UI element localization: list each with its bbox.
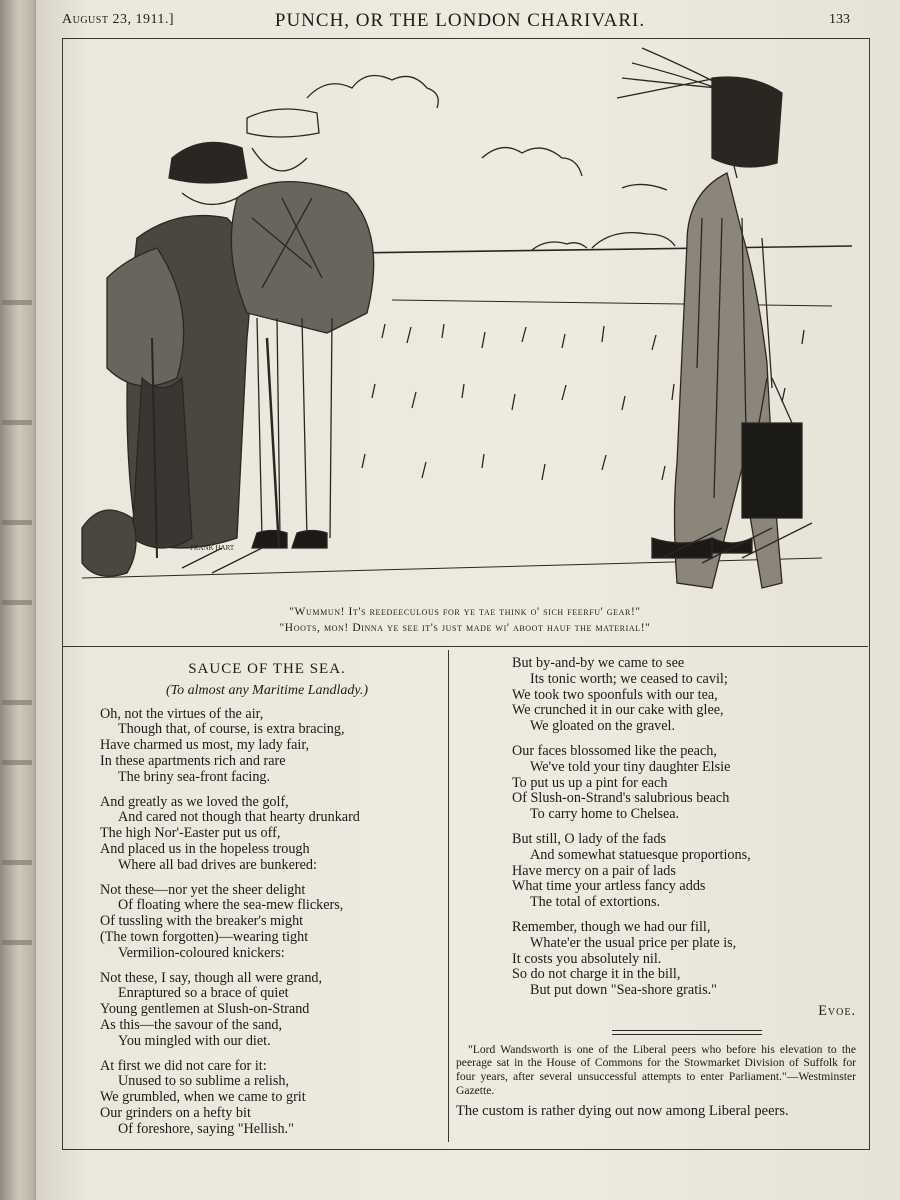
poem-line: The total of extortions. xyxy=(530,894,661,911)
artist-signature: FRANK HART xyxy=(190,544,235,552)
poem-line: And somewhat statuesque proportions, xyxy=(530,846,751,863)
left-stanza xyxy=(100,883,440,962)
section-divider xyxy=(62,646,868,647)
poem-line: Though that, of course, is extra bracing, xyxy=(118,721,345,738)
poem-title: SAUCE OF THE SEA. xyxy=(188,661,346,677)
poem-line: And placed us in the hopeless trough xyxy=(100,840,310,857)
right-stanza xyxy=(512,920,862,999)
poem-line: Remember, though we had our fill, xyxy=(512,918,711,935)
poem-line: We grumbled, when we came to grit xyxy=(100,1089,306,1106)
poem-right-column xyxy=(456,655,862,1120)
poem-line: We gloated on the gravel. xyxy=(530,718,676,735)
poem-line: We took two spoonfuls with our tea, xyxy=(512,686,718,703)
poem-line: We crunched it in our cake with glee, xyxy=(512,702,724,719)
poem-line: And cared not though that hearty drunkard xyxy=(118,809,360,826)
left-stanza xyxy=(100,795,440,874)
left-stanza xyxy=(100,971,440,1050)
cartoon-caption-line-2: "Hoots, mon! Dinna ye see it's just made wi' aboot hauf the material!" xyxy=(279,622,651,634)
poem-line: Where all bad drives are bunkered: xyxy=(118,856,317,873)
left-stanza xyxy=(100,707,440,786)
poem-line: Not these—nor yet the sheer delight xyxy=(100,881,306,898)
right-stanza xyxy=(512,656,862,735)
poem-line: What time your artless fancy adds xyxy=(512,878,706,895)
poem-line: Our faces blossomed like the peach, xyxy=(512,742,717,759)
cartoon-caption-line-1: "Wummun! It's reedeeculous for ye tae think o' sich feerfu' gear!" xyxy=(289,606,641,618)
poem-line: It costs you absolutely nil. xyxy=(512,950,662,967)
poem-line: But put down "Sea-shore gratis." xyxy=(530,982,717,999)
magazine-title: PUNCH, OR THE LONDON CHARIVARI. xyxy=(274,10,646,31)
double-rule xyxy=(612,1030,762,1035)
poem-line: At first we did not care for it: xyxy=(100,1057,267,1074)
poem-line: So do not charge it in the bill, xyxy=(512,966,681,983)
poem-line: And greatly as we loved the golf, xyxy=(100,793,289,810)
poem-line: The briny sea-front facing. xyxy=(118,768,271,785)
poem-line: To put us up a pint for each xyxy=(512,774,668,791)
poem-line: But still, O lady of the fads xyxy=(512,830,667,847)
poem-subtitle: (To almost any Maritime Landlady.) xyxy=(165,682,369,698)
poem-line: You mingled with our diet. xyxy=(118,1032,271,1049)
poem-line: Our grinders on a hefty bit xyxy=(100,1104,251,1121)
page-number: 133 xyxy=(829,12,850,27)
poem-signature: Evoe. xyxy=(818,1002,856,1019)
poem-line: Oh, not the virtues of the air, xyxy=(100,705,264,722)
poem-line: Whate'er the usual price per plate is, xyxy=(530,934,737,951)
issue-date: August 23, 1911.] xyxy=(62,12,175,27)
poem-line: Have charmed us most, my lady fair, xyxy=(100,737,310,754)
news-quote: "Lord Wandsworth is one of the Liberal peers who before his elevation to the peerage sat in the House of Commons for the Stowmarket Division of Suffolk for four years, after several unsuccessful attempts to enter Parliament."—Westminster Gazette. xyxy=(456,1042,856,1097)
poem-line: In these apartments rich and rare xyxy=(100,752,286,769)
right-stanza xyxy=(512,832,862,911)
poem-line: Have mercy on a pair of lads xyxy=(512,862,676,879)
running-header xyxy=(56,6,864,32)
poem-line: As this—the savour of the sand, xyxy=(100,1016,283,1033)
poem-line: We've told your tiny daughter Elsie xyxy=(530,758,731,775)
poem-line: Of Slush-on-Strand's salubrious beach xyxy=(512,790,730,807)
column-divider xyxy=(448,650,449,1142)
editorial-comment: The custom is rather dying out now among Liberal peers. xyxy=(456,1103,789,1120)
poem-line: Enraptured so a brace of quiet xyxy=(118,985,289,1002)
poem-line: But by-and-by we came to see xyxy=(512,655,685,671)
poem-line: Unused to so sublime a relish, xyxy=(118,1073,290,1090)
left-stanza xyxy=(100,1059,440,1138)
poem-line: Vermilion-coloured knickers: xyxy=(118,944,285,961)
right-stanza xyxy=(512,744,862,823)
poem-line: Young gentlemen at Slush-on-Strand xyxy=(100,1001,310,1018)
poem-line: Its tonic worth; we ceased to cavil; xyxy=(530,670,728,687)
poem-left-column xyxy=(100,662,440,1147)
poem-line: Of tussling with the breaker's might xyxy=(100,913,304,930)
poem-line: (The town forgotten)—wearing tight xyxy=(100,928,309,945)
poem-line: Of foreshore, saying "Hellish." xyxy=(118,1120,294,1137)
poem-line: Of floating where the sea-mew flickers, xyxy=(118,897,344,914)
poem-line: The high Nor'-Easter put us off, xyxy=(100,825,281,842)
poem-line: To carry home to Chelsea. xyxy=(530,806,680,823)
poem-line: Not these, I say, though all were grand, xyxy=(100,969,323,986)
cartoon-illustration xyxy=(62,38,868,646)
